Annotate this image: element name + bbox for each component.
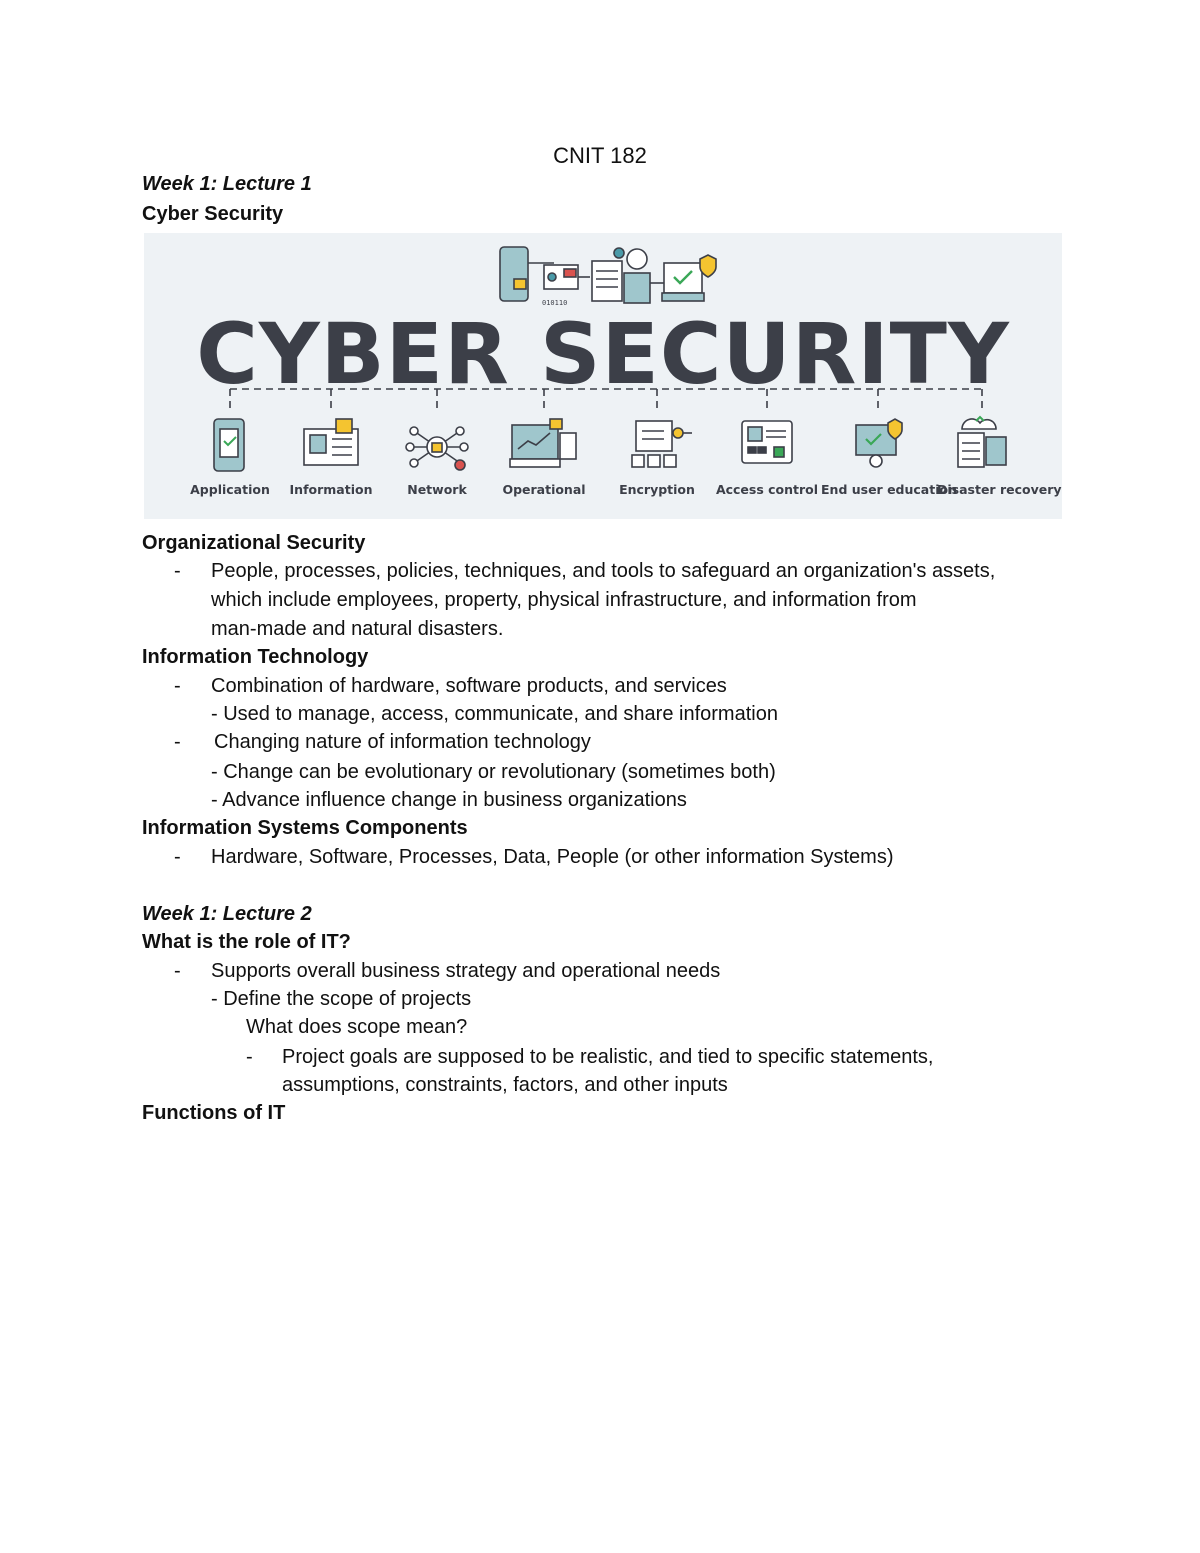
role-bullet-1: Supports overall business strategy and operational needs [211, 960, 721, 982]
information-icon [304, 419, 358, 465]
end-user-education-icon [856, 419, 902, 467]
org-security-line-3: man-made and natural disasters. [211, 618, 504, 640]
access-control-icon [742, 421, 792, 463]
functions-of-it-heading: Functions of IT [142, 1102, 286, 1124]
scope-answer-line-2: assumptions, constraints, factors, and other inputs [282, 1074, 728, 1096]
category-label-access-control: Access control [715, 482, 819, 497]
org-security-line-2: which include employees, property, physical infrastructure, and information from [211, 589, 917, 611]
info-tech-bullet-2-sub-2: - Advance influence change in business organizations [211, 789, 687, 811]
bullet-dash: - [246, 1046, 253, 1068]
info-tech-bullet-1-sub: - Used to manage, access, communicate, and share information [211, 703, 778, 725]
scope-answer-line-1: Project goals are supposed to be realistic, and tied to specific statements, [282, 1046, 934, 1068]
category-label-end-user-education: End user education [821, 482, 957, 497]
category-label-information: Information [289, 482, 373, 497]
is-components-heading: Information Systems Components [142, 817, 468, 839]
bullet-dash: - [174, 960, 181, 982]
org-security-heading: Organizational Security [142, 532, 366, 554]
info-tech-heading: Information Technology [142, 646, 369, 668]
top-devices-cluster-icon [500, 247, 716, 307]
role-of-it-heading: What is the role of IT? [142, 931, 351, 953]
lecture2-heading: Week 1: Lecture 2 [142, 903, 312, 925]
document-title: CNIT 182 [553, 143, 647, 168]
cyber-security-banner [144, 233, 1062, 519]
is-components-bullet-1: Hardware, Software, Processes, Data, People (or other information Systems) [211, 846, 894, 868]
bullet-dash: - [174, 846, 181, 868]
svg-text:010110: 010110 [542, 299, 568, 307]
banner-title: CYBER SECURITY [196, 305, 1010, 403]
category-label-disaster-recovery: Disaster recovery [937, 482, 1062, 497]
cyber-security-heading: Cyber Security [142, 203, 284, 225]
disaster-recovery-icon [958, 417, 1006, 467]
role-bullet-1-sub: - Define the scope of projects [211, 988, 472, 1010]
info-tech-bullet-2: Changing nature of information technology [214, 731, 591, 753]
bullet-dash: - [174, 731, 181, 753]
org-security-line-1: People, processes, policies, techniques, and tools to safeguard an organization's assets, [211, 560, 996, 582]
category-label-application: Application [190, 482, 270, 497]
category-label-encryption: Encryption [619, 482, 695, 497]
bullet-dash: - [174, 560, 181, 582]
encryption-icon [632, 421, 692, 467]
scope-question: What does scope mean? [246, 1016, 468, 1038]
info-tech-bullet-2-sub-1: - Change can be evolutionary or revolutionary (sometimes both) [211, 761, 776, 783]
category-label-operational: Operational [502, 482, 586, 497]
category-label-network: Network [407, 482, 467, 497]
bullet-dash: - [174, 675, 181, 697]
application-icon [214, 419, 244, 471]
operational-icon [510, 419, 576, 467]
network-icon [406, 427, 468, 470]
info-tech-bullet-1: Combination of hardware, software products, and services [211, 675, 727, 697]
lecture1-heading: Week 1: Lecture 1 [142, 173, 312, 195]
